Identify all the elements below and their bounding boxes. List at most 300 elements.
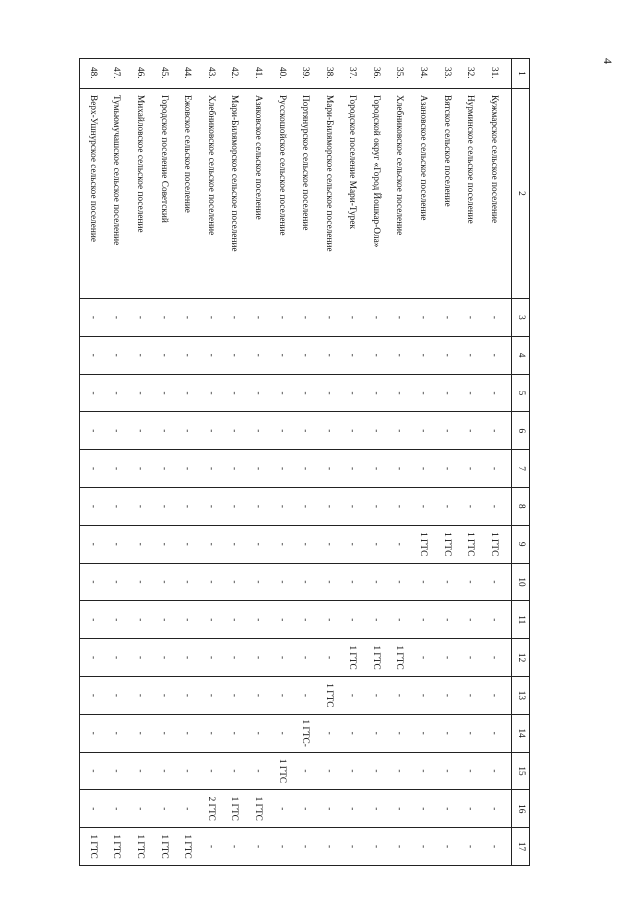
table-cell: 2 ГТС bbox=[198, 790, 222, 828]
row-number: 39. bbox=[293, 59, 317, 89]
table-cell: - bbox=[411, 412, 435, 450]
table-row bbox=[269, 59, 293, 866]
table-row bbox=[387, 59, 411, 866]
row-number: 42. bbox=[222, 59, 246, 89]
table-cell: - bbox=[175, 790, 199, 828]
table-cell: 1 ГТС bbox=[128, 828, 152, 866]
row-number: 45. bbox=[151, 59, 175, 89]
table-cell: - bbox=[269, 676, 293, 714]
table-cell: - bbox=[245, 299, 269, 337]
table-cell: - bbox=[363, 374, 387, 412]
table-cell: - bbox=[293, 639, 317, 677]
table-cell: - bbox=[104, 450, 128, 488]
table-cell: - bbox=[222, 639, 246, 677]
header-row bbox=[512, 59, 530, 866]
table-cell: - bbox=[128, 412, 152, 450]
table-cell: - bbox=[411, 639, 435, 677]
table-cell: - bbox=[245, 563, 269, 601]
table-cell: - bbox=[340, 450, 364, 488]
column-header: 4 bbox=[512, 336, 530, 374]
table-cell: 1 ГТС bbox=[269, 752, 293, 790]
table-cell: - bbox=[128, 563, 152, 601]
table-cell: - bbox=[434, 639, 458, 677]
table-cell: - bbox=[104, 676, 128, 714]
table-cell: - bbox=[104, 412, 128, 450]
table-cell: - bbox=[481, 450, 511, 488]
table-cell: - bbox=[151, 299, 175, 337]
table-row bbox=[151, 59, 175, 866]
table-cell: - bbox=[481, 412, 511, 450]
settlement-name: Ежовское сельское поселение bbox=[175, 89, 199, 299]
column-header: 8 bbox=[512, 487, 530, 525]
table-cell: - bbox=[222, 563, 246, 601]
table-cell: - bbox=[269, 828, 293, 866]
table-cell: - bbox=[340, 487, 364, 525]
table-cell: - bbox=[458, 828, 482, 866]
table-cell: - bbox=[104, 525, 128, 563]
column-header: 1 bbox=[512, 59, 530, 89]
table-cell: - bbox=[293, 374, 317, 412]
table-cell: - bbox=[151, 525, 175, 563]
table-cell: - bbox=[481, 374, 511, 412]
table-cell: - bbox=[198, 714, 222, 752]
table-cell: - bbox=[222, 374, 246, 412]
table-cell: - bbox=[458, 601, 482, 639]
table-cell: - bbox=[104, 487, 128, 525]
table-cell: - bbox=[411, 487, 435, 525]
table-cell: - bbox=[269, 487, 293, 525]
table-cell: - bbox=[363, 450, 387, 488]
table-cell: - bbox=[363, 563, 387, 601]
table-cell: - bbox=[198, 639, 222, 677]
table-cell: - bbox=[245, 676, 269, 714]
table-row bbox=[363, 59, 387, 866]
table-cell: - bbox=[434, 487, 458, 525]
table-cell: - bbox=[222, 828, 246, 866]
table-cell: - bbox=[411, 601, 435, 639]
table-cell: 1 ГТС bbox=[481, 525, 511, 563]
table-cell: - bbox=[481, 299, 511, 337]
table-cell: - bbox=[481, 828, 511, 866]
table-cell: - bbox=[434, 601, 458, 639]
table-cell: - bbox=[175, 639, 199, 677]
table-cell: 1 ГТС bbox=[316, 676, 340, 714]
table-cell: 1 ГТС bbox=[340, 639, 364, 677]
table-row bbox=[411, 59, 435, 866]
table-cell: - bbox=[316, 336, 340, 374]
table-cell: - bbox=[269, 790, 293, 828]
table-cell: - bbox=[363, 828, 387, 866]
table-cell: - bbox=[411, 790, 435, 828]
table-cell: - bbox=[222, 525, 246, 563]
table-cell: - bbox=[128, 299, 152, 337]
table-cell: - bbox=[245, 450, 269, 488]
table-cell: - bbox=[481, 639, 511, 677]
table-cell: - bbox=[387, 525, 411, 563]
table-cell: - bbox=[293, 563, 317, 601]
table-cell: - bbox=[198, 525, 222, 563]
table-cell: - bbox=[434, 412, 458, 450]
table-cell: - bbox=[80, 336, 104, 374]
table-row bbox=[458, 59, 482, 866]
row-number: 40. bbox=[269, 59, 293, 89]
table-cell: - bbox=[245, 639, 269, 677]
table-cell: - bbox=[434, 450, 458, 488]
settlement-name: Тумьюмучашское сельское поселение bbox=[104, 89, 128, 299]
settlement-name: Русскошойское сельское поселение bbox=[269, 89, 293, 299]
table-cell: - bbox=[198, 412, 222, 450]
table-cell: - bbox=[151, 639, 175, 677]
table-cell: - bbox=[151, 752, 175, 790]
table-cell: - bbox=[245, 412, 269, 450]
column-header: 13 bbox=[512, 676, 530, 714]
column-header: 14 bbox=[512, 714, 530, 752]
column-header: 16 bbox=[512, 790, 530, 828]
table-cell: - bbox=[175, 336, 199, 374]
table-cell: - bbox=[175, 487, 199, 525]
table-cell: - bbox=[198, 563, 222, 601]
column-header: 11 bbox=[512, 601, 530, 639]
table-cell: 1 ГТС bbox=[222, 790, 246, 828]
table-cell: - bbox=[293, 752, 317, 790]
table-cell: - bbox=[151, 336, 175, 374]
settlement-name: Азяковское сельское поселение bbox=[245, 89, 269, 299]
column-header: 3 bbox=[512, 299, 530, 337]
table-cell: - bbox=[316, 412, 340, 450]
settlement-name: Портянурское сельское поселение bbox=[293, 89, 317, 299]
table-cell: - bbox=[434, 563, 458, 601]
table-cell: - bbox=[411, 676, 435, 714]
table-cell: - bbox=[293, 336, 317, 374]
table-cell: - bbox=[411, 714, 435, 752]
row-number: 41. bbox=[245, 59, 269, 89]
table-cell: 1 ГТС bbox=[80, 828, 104, 866]
table-cell: - bbox=[128, 450, 152, 488]
table-cell: - bbox=[245, 487, 269, 525]
table-row bbox=[481, 59, 511, 866]
table-cell: - bbox=[434, 374, 458, 412]
table-cell: - bbox=[269, 450, 293, 488]
table-row bbox=[175, 59, 199, 866]
table-cell: - bbox=[269, 639, 293, 677]
table-cell: - bbox=[411, 752, 435, 790]
table-cell: - bbox=[245, 714, 269, 752]
table-cell: - bbox=[269, 714, 293, 752]
table-cell: - bbox=[340, 676, 364, 714]
table-cell: - bbox=[151, 374, 175, 412]
table-cell: - bbox=[363, 412, 387, 450]
table-cell: - bbox=[411, 563, 435, 601]
table-row bbox=[293, 59, 317, 866]
table-cell: - bbox=[363, 336, 387, 374]
column-header: 15 bbox=[512, 752, 530, 790]
table-cell: - bbox=[128, 752, 152, 790]
row-number: 36. bbox=[363, 59, 387, 89]
column-header: 9 bbox=[512, 525, 530, 563]
table-cell: - bbox=[293, 299, 317, 337]
data-table bbox=[79, 58, 530, 866]
row-number: 35. bbox=[387, 59, 411, 89]
table-cell: - bbox=[104, 714, 128, 752]
table-cell: - bbox=[387, 412, 411, 450]
table-cell: - bbox=[316, 752, 340, 790]
table-cell: - bbox=[104, 299, 128, 337]
table-cell: - bbox=[340, 299, 364, 337]
table-cell: - bbox=[434, 714, 458, 752]
column-header: 12 bbox=[512, 639, 530, 677]
settlement-name: Верх-Ушнурское сельское поселение bbox=[80, 89, 104, 299]
table-cell: 1 ГТС bbox=[151, 828, 175, 866]
table-cell: - bbox=[316, 487, 340, 525]
table-cell: - bbox=[293, 450, 317, 488]
table-cell: - bbox=[128, 639, 152, 677]
table-cell: - bbox=[80, 714, 104, 752]
table-cell: - bbox=[222, 336, 246, 374]
table-cell: - bbox=[458, 790, 482, 828]
table-cell: - bbox=[481, 790, 511, 828]
settlement-name: Мари-Биляморское сельское поселение bbox=[222, 89, 246, 299]
table-cell: - bbox=[269, 601, 293, 639]
table-cell: - bbox=[198, 450, 222, 488]
row-number: 33. bbox=[434, 59, 458, 89]
table-cell: - bbox=[222, 299, 246, 337]
table-cell: - bbox=[387, 299, 411, 337]
table-cell: - bbox=[80, 563, 104, 601]
table-cell: - bbox=[411, 299, 435, 337]
table-cell: - bbox=[175, 299, 199, 337]
table-cell: - bbox=[80, 374, 104, 412]
table-cell: - bbox=[363, 790, 387, 828]
table-cell: 1 ГТС bbox=[104, 828, 128, 866]
table-cell: - bbox=[458, 639, 482, 677]
table-cell: - bbox=[198, 676, 222, 714]
table-cell: - bbox=[80, 299, 104, 337]
table-cell: - bbox=[269, 336, 293, 374]
table-cell: - bbox=[80, 639, 104, 677]
table-cell: - bbox=[151, 790, 175, 828]
table-cell: - bbox=[340, 828, 364, 866]
table-cell: - bbox=[340, 790, 364, 828]
table-cell: - bbox=[387, 487, 411, 525]
table-cell: - bbox=[481, 563, 511, 601]
table-cell: - bbox=[104, 601, 128, 639]
table-cell: - bbox=[481, 336, 511, 374]
table-cell: - bbox=[387, 790, 411, 828]
table-cell: - bbox=[458, 450, 482, 488]
table-cell: - bbox=[387, 450, 411, 488]
table-cell: - bbox=[340, 525, 364, 563]
table-cell: - bbox=[151, 450, 175, 488]
table-cell: - bbox=[293, 828, 317, 866]
table-cell: - bbox=[80, 450, 104, 488]
table-cell: - bbox=[80, 676, 104, 714]
settlement-name: Кужмарское сельское поселение bbox=[481, 89, 511, 299]
table-cell: - bbox=[293, 525, 317, 563]
table-cell: - bbox=[434, 790, 458, 828]
table-cell: 1 ГТС bbox=[363, 639, 387, 677]
column-header: 7 bbox=[512, 450, 530, 488]
table-cell: - bbox=[340, 374, 364, 412]
table-cell: - bbox=[104, 790, 128, 828]
table-cell: - bbox=[316, 790, 340, 828]
table-row bbox=[434, 59, 458, 866]
table-cell: - bbox=[387, 714, 411, 752]
table-cell: - bbox=[222, 412, 246, 450]
table-cell: - bbox=[175, 450, 199, 488]
table-cell: - bbox=[340, 563, 364, 601]
table-cell: - bbox=[434, 752, 458, 790]
table-cell: - bbox=[340, 412, 364, 450]
table-cell: - bbox=[175, 601, 199, 639]
table-cell: - bbox=[222, 487, 246, 525]
table-cell: - bbox=[458, 487, 482, 525]
row-number: 37. bbox=[340, 59, 364, 89]
table-cell: - bbox=[245, 525, 269, 563]
table-cell: - bbox=[175, 752, 199, 790]
table-cell: - bbox=[316, 639, 340, 677]
settlement-name: Городское поселение Мари-Турек bbox=[340, 89, 364, 299]
table-cell: - bbox=[198, 601, 222, 639]
table-cell: - bbox=[458, 374, 482, 412]
table-cell: 1 ГТС bbox=[387, 639, 411, 677]
table-row bbox=[340, 59, 364, 866]
table-cell: - bbox=[80, 790, 104, 828]
table-row bbox=[128, 59, 152, 866]
table-cell: - bbox=[245, 336, 269, 374]
table-cell: - bbox=[175, 412, 199, 450]
table-cell: 1 ГТС bbox=[175, 828, 199, 866]
table-cell: 1 ГТС bbox=[434, 525, 458, 563]
table-cell: - bbox=[128, 714, 152, 752]
table-cell: - bbox=[387, 752, 411, 790]
table-cell: - bbox=[387, 336, 411, 374]
table-cell: - bbox=[175, 525, 199, 563]
table-cell: - bbox=[411, 374, 435, 412]
table-cell: - bbox=[151, 487, 175, 525]
settlement-name: Михайловское сельское поселение bbox=[128, 89, 152, 299]
table-cell: - bbox=[269, 412, 293, 450]
table-cell: - bbox=[151, 412, 175, 450]
settlement-name: Городской округ «Город Йошкар-Ола» bbox=[363, 89, 387, 299]
settlement-name: Хлебниковское сельское поселение bbox=[387, 89, 411, 299]
table-cell: - bbox=[245, 828, 269, 866]
row-number: 46. bbox=[128, 59, 152, 89]
table-cell: - bbox=[481, 676, 511, 714]
settlement-name: Мари-Биляморское сельское поселение bbox=[316, 89, 340, 299]
table-cell: - bbox=[293, 601, 317, 639]
table-cell: - bbox=[128, 336, 152, 374]
table-row bbox=[104, 59, 128, 866]
table-cell: 1 ГТС bbox=[245, 790, 269, 828]
table-cell: - bbox=[80, 752, 104, 790]
column-header: 10 bbox=[512, 563, 530, 601]
settlement-name: Вятское сельское поселение bbox=[434, 89, 458, 299]
table-cell: - bbox=[222, 450, 246, 488]
table-cell: - bbox=[269, 299, 293, 337]
settlement-name: Городское поселение Советский bbox=[151, 89, 175, 299]
table-cell: - bbox=[128, 676, 152, 714]
table-cell: - bbox=[80, 412, 104, 450]
row-number: 44. bbox=[175, 59, 199, 89]
table-row bbox=[198, 59, 222, 866]
table-cell: - bbox=[316, 714, 340, 752]
table-cell: - bbox=[175, 374, 199, 412]
table-cell: - bbox=[411, 336, 435, 374]
table-cell: - bbox=[481, 752, 511, 790]
table-cell: - bbox=[222, 752, 246, 790]
table-cell: - bbox=[175, 676, 199, 714]
table-cell: - bbox=[434, 336, 458, 374]
table-cell: - bbox=[387, 374, 411, 412]
table-cell: - bbox=[316, 450, 340, 488]
table-container bbox=[87, 58, 530, 865]
table-cell: - bbox=[316, 601, 340, 639]
table-cell: - bbox=[316, 525, 340, 563]
table-cell: - bbox=[458, 563, 482, 601]
table-cell: - bbox=[245, 601, 269, 639]
table-cell: - bbox=[293, 412, 317, 450]
table-cell: - bbox=[458, 752, 482, 790]
table-cell: - bbox=[363, 299, 387, 337]
row-number: 31. bbox=[481, 59, 511, 89]
table-cell: - bbox=[481, 714, 511, 752]
column-header: 2 bbox=[512, 89, 530, 299]
column-header: 5 bbox=[512, 374, 530, 412]
row-number: 43. bbox=[198, 59, 222, 89]
table-cell: - bbox=[434, 299, 458, 337]
table-cell: - bbox=[363, 487, 387, 525]
table-cell: - bbox=[269, 563, 293, 601]
table-cell: - bbox=[198, 828, 222, 866]
column-header: 6 bbox=[512, 412, 530, 450]
table-cell: - bbox=[222, 676, 246, 714]
table-cell: - bbox=[104, 374, 128, 412]
table-cell: - bbox=[269, 525, 293, 563]
table-cell: - bbox=[245, 752, 269, 790]
table-cell: - bbox=[293, 487, 317, 525]
table-cell: - bbox=[104, 752, 128, 790]
table-cell: - bbox=[340, 714, 364, 752]
table-cell: - bbox=[222, 601, 246, 639]
table-cell: - bbox=[387, 676, 411, 714]
table-cell: - bbox=[198, 374, 222, 412]
table-cell: - bbox=[458, 299, 482, 337]
table-cell: - bbox=[363, 601, 387, 639]
table-cell: - bbox=[198, 487, 222, 525]
table-cell: - bbox=[245, 374, 269, 412]
table-cell: - bbox=[269, 374, 293, 412]
table-cell: - bbox=[316, 299, 340, 337]
table-cell: - bbox=[363, 752, 387, 790]
row-number: 48. bbox=[80, 59, 104, 89]
table-cell: - bbox=[340, 336, 364, 374]
table-cell: - bbox=[316, 828, 340, 866]
table-cell: - bbox=[340, 752, 364, 790]
table-row bbox=[80, 59, 104, 866]
table-cell: - bbox=[128, 525, 152, 563]
table-cell: - bbox=[222, 714, 246, 752]
table-row bbox=[316, 59, 340, 866]
table-cell: - bbox=[316, 374, 340, 412]
table-cell: - bbox=[293, 676, 317, 714]
table-cell: - bbox=[104, 563, 128, 601]
table-cell: - bbox=[151, 676, 175, 714]
table-cell: - bbox=[458, 714, 482, 752]
table-cell: - bbox=[175, 714, 199, 752]
table-header bbox=[512, 59, 530, 866]
table-cell: - bbox=[128, 487, 152, 525]
table-cell: - bbox=[363, 714, 387, 752]
